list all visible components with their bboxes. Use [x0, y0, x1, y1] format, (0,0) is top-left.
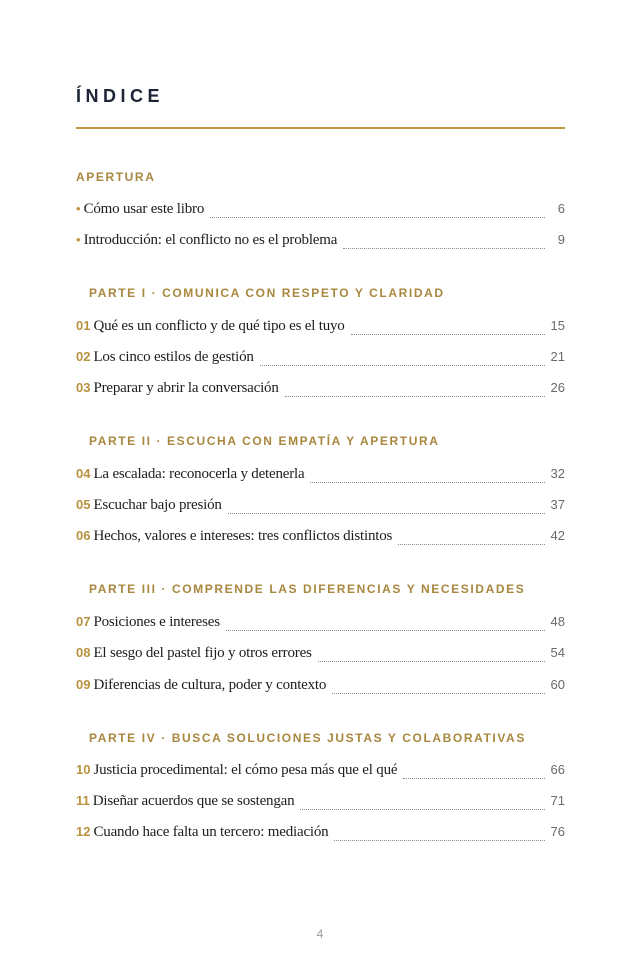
entry-title: Diseñar acuerdos que se sostengan	[92, 793, 295, 809]
dot-leader	[226, 620, 545, 631]
toc-entry[interactable]	[76, 497, 565, 519]
chapter-number: 12	[76, 824, 91, 839]
dot-leader	[334, 830, 544, 841]
section-heading-parte-2: PARTE II · ESCUCHA CON EMPATÍA Y APERTURA	[89, 434, 440, 448]
entry-title: Preparar y abrir la conversación	[93, 380, 279, 396]
chapter-number: 01	[76, 318, 91, 333]
toc-entry[interactable]	[76, 349, 565, 371]
dot-leader	[210, 207, 545, 218]
entry-page: 66	[550, 762, 565, 777]
chapter-number: 08	[76, 645, 91, 660]
dot-leader	[343, 238, 545, 249]
bullet-icon: •	[76, 232, 81, 247]
toc-entry[interactable]	[76, 528, 565, 550]
entry-title: Los cinco estilos de gestión	[93, 349, 254, 365]
chapter-number: 05	[76, 497, 91, 512]
dot-leader	[285, 386, 545, 397]
entry-title: Hechos, valores e intereses: tres conflictos distintos	[93, 528, 393, 544]
entry-page: 32	[550, 466, 565, 481]
chapter-number: 06	[76, 528, 91, 543]
entry-title: Cómo usar este libro	[83, 201, 205, 217]
chapter-number: 09	[76, 677, 91, 692]
entry-page: 42	[550, 528, 565, 543]
toc-entry[interactable]	[76, 614, 565, 636]
entry-title: Qué es un conflicto y de qué tipo es el tuyo	[93, 318, 345, 334]
entry-title: Posiciones e intereses	[93, 614, 220, 630]
entry-page: 54	[550, 645, 565, 660]
dot-leader	[228, 503, 545, 514]
toc-entry[interactable]	[76, 793, 565, 815]
toc-entry[interactable]	[76, 762, 565, 784]
entry-title: Diferencias de cultura, poder y contexto	[93, 677, 327, 693]
dot-leader	[300, 799, 544, 810]
toc-entry[interactable]	[76, 466, 565, 488]
section-heading-parte-3: PARTE III · COMPRENDE LAS DIFERENCIAS Y NECESIDADES	[89, 582, 526, 596]
toc-entry[interactable]	[76, 677, 565, 699]
toc-entry[interactable]	[76, 645, 565, 667]
entry-title: El sesgo del pastel fijo y otros errores	[93, 645, 312, 661]
page-title: ÍNDICE	[76, 86, 165, 106]
toc-entry[interactable]	[76, 201, 565, 223]
entry-title: Introducción: el conflicto no es el problema	[83, 232, 338, 248]
chapter-number: 10	[76, 762, 91, 777]
entry-title: Escuchar bajo presión	[93, 497, 222, 513]
chapter-number: 04	[76, 466, 91, 481]
entry-page: 37	[550, 497, 565, 512]
toc-entry[interactable]	[76, 824, 565, 846]
entry-page: 21	[550, 349, 565, 364]
toc-entry[interactable]	[76, 232, 565, 254]
entry-page: 48	[550, 614, 565, 629]
chapter-number: 07	[76, 614, 91, 629]
section-heading-apertura: APERTURA	[76, 170, 156, 184]
chapter-number: 02	[76, 349, 91, 364]
dot-leader	[351, 324, 545, 335]
toc-entry[interactable]	[76, 380, 565, 402]
entry-page: 9	[557, 232, 565, 247]
entry-page: 76	[550, 824, 565, 839]
dot-leader	[332, 683, 544, 694]
dot-leader	[318, 651, 545, 662]
chapter-number: 03	[76, 380, 91, 395]
entry-page: 71	[550, 793, 565, 808]
dot-leader	[310, 472, 544, 483]
dot-leader	[403, 768, 544, 779]
title-rule	[76, 127, 565, 129]
section-heading-parte-4: PARTE IV · BUSCA SOLUCIONES JUSTAS Y COLABORATIVAS	[89, 731, 526, 745]
dot-leader	[260, 355, 545, 366]
toc-entry[interactable]	[76, 318, 565, 340]
entry-page: 60	[550, 677, 565, 692]
section-heading-parte-1: PARTE I · COMUNICA CON RESPETO Y CLARIDAD	[89, 286, 445, 300]
bullet-icon: •	[76, 201, 81, 216]
entry-page: 15	[550, 318, 565, 333]
dot-leader	[398, 534, 544, 545]
entry-title: Justicia procedimental: el cómo pesa más que el qué	[93, 762, 398, 778]
chapter-number: 11	[76, 793, 90, 808]
entry-title: La escalada: reconocerla y detenerla	[93, 466, 305, 482]
entry-title: Cuando hace falta un tercero: mediación	[93, 824, 329, 840]
page-number: 4	[316, 927, 324, 941]
entry-page: 26	[550, 380, 565, 395]
entry-page: 6	[557, 201, 565, 216]
